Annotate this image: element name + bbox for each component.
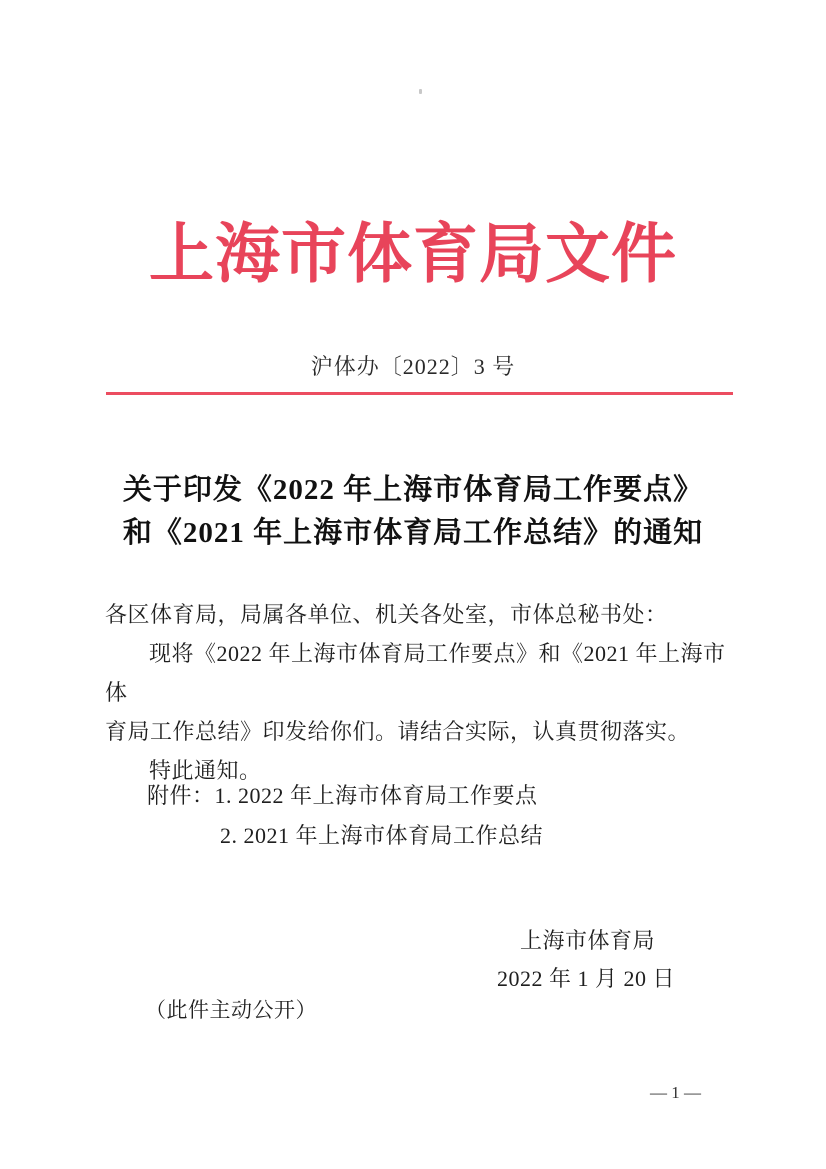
salutation-line: 各区体育局，局属各单位、机关各处室，市体总秘书处： xyxy=(105,602,668,627)
signature-organization: 上海市体育局 xyxy=(520,928,656,953)
document-title-line1: 关于印发《2022 年上海市体育局工作要点》 xyxy=(122,474,704,506)
document-body xyxy=(105,595,745,790)
attachments-label: 附件： xyxy=(147,783,215,808)
attachment-item-2: 2. 2021 年上海市体育局工作总结 xyxy=(220,823,544,848)
disclosure-note: （此件主动公开） xyxy=(145,998,317,1022)
document-title-line2: 和《2021 年上海市体育局工作总结》的通知 xyxy=(122,517,704,549)
scan-speck xyxy=(419,89,422,94)
red-separator-line xyxy=(106,392,733,395)
closing-line: 特此通知。 xyxy=(149,758,262,783)
signature-date: 2022 年 1 月 20 日 xyxy=(497,966,676,991)
page-number: — 1 — xyxy=(650,1083,701,1102)
attachment-item-1: 1. 2022 年上海市体育局工作要点 xyxy=(214,783,538,808)
document-title xyxy=(0,469,826,555)
attachment-line1 xyxy=(147,776,543,816)
attachments-block xyxy=(147,776,543,856)
body-paragraph-line2: 育局工作总结》印发给你们。请结合实际，认真贯彻落实。 xyxy=(105,719,691,744)
masthead-title: 上海市体育局文件 xyxy=(148,219,677,291)
body-paragraph-line1: 现将《2022 年上海市体育局工作要点》和《2021 年上海市体 xyxy=(105,641,726,705)
document-number: 沪体办〔2022〕3 号 xyxy=(310,354,516,379)
